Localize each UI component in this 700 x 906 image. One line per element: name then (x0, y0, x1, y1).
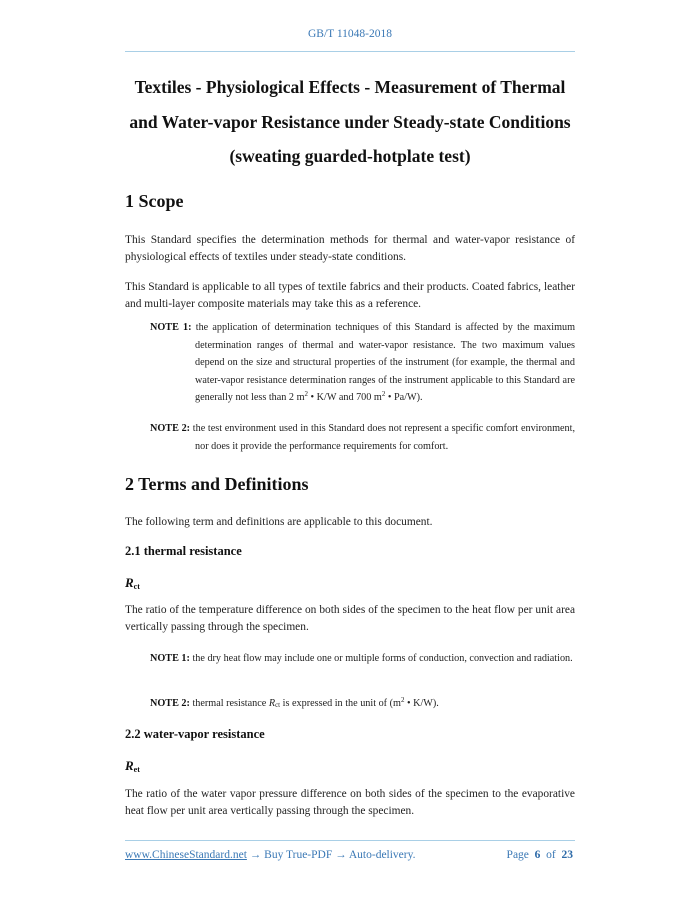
note-text: is expressed in the unit of (m (280, 698, 401, 709)
thermal-note-1 (150, 650, 575, 668)
note-label: NOTE 1: (150, 653, 190, 664)
term-symbol-rct (125, 575, 140, 591)
term-symbol-ret (125, 758, 140, 774)
buy-true-pdf-text: Buy True-PDF (264, 849, 333, 861)
chinese-standard-link[interactable]: www.ChineseStandard.net (125, 849, 247, 861)
symbol-subscript: ct (133, 582, 140, 591)
superscript: 2 (304, 390, 308, 398)
thermal-resistance-definition: The ratio of the temperature difference on both sides of the specimen to the heat flow per unit area vertically passing through the specimen. (125, 604, 575, 633)
page-footer (125, 849, 575, 861)
water-vapor-resistance-definition: The ratio of the water vapor pressure difference on both sides of the specimen to the evaporative heat flow per unit area vertically passing through the specimen. (125, 788, 575, 817)
superscript: 2 (400, 696, 405, 704)
note-text: the dry heat flow may include one or multiple forms of conduction, convection and radiation. (192, 653, 573, 664)
page-of-label: of (546, 849, 556, 861)
note-text: the application of determination techniques of this Standard is affected by the maximum determination ranges of thermal and water-vapor resistance. The two maximum values depend on the size and structural properties of the instrument (for example, the thermal and water-vapor resistance determination ranges of the instrument applicable to this Standard are generally not less than 2 m (195, 322, 576, 403)
scope-note-2 (150, 420, 575, 455)
note-text: thermal resistance (192, 698, 269, 709)
auto-delivery-text: Auto-delivery. (348, 849, 416, 861)
title-line-1: Textiles - Physiological Effects - Measurement of Thermal (134, 77, 566, 97)
term-heading-thermal-resistance: 2.1 thermal resistance (125, 544, 242, 558)
symbol-base: R (268, 698, 276, 709)
terms-intro: The following term and definitions are applicable to this document. (125, 516, 433, 528)
thermal-note-2 (150, 695, 575, 715)
note-label: NOTE 2: (150, 423, 191, 434)
symbol-base: R (125, 575, 134, 590)
symbol-subscript: et (133, 765, 140, 774)
symbol-base: R (125, 758, 134, 773)
page-header-standard-code: GB/T 11048-2018 (307, 28, 392, 40)
note-label: NOTE 1: (150, 322, 192, 333)
scope-paragraph-2: This Standard is applicable to all types of textile fabrics and their products. Coated fabrics, leather and multi-layer composite materials may take this as a reference. (125, 281, 575, 310)
scope-note-1 (150, 319, 575, 407)
title-line-2: and Water-vapor Resistance under Steady-state Conditions (129, 112, 571, 132)
note-text: • K/W). (404, 698, 439, 709)
scope-paragraph-1: This Standard specifies the determination methods for thermal and water-vapor resistance of physiological effects of textiles under steady-state conditions. (125, 234, 575, 263)
header-rule (125, 51, 575, 52)
arrow-right-icon: → (246, 849, 265, 861)
term-heading-water-vapor-resistance: 2.2 water-vapor resistance (125, 727, 265, 741)
page-total: 23 (561, 849, 573, 861)
page-number (507, 849, 573, 861)
arrow-right-icon: → (332, 849, 349, 861)
section-heading-terms: 2 Terms and Definitions (125, 474, 309, 494)
note-text: • K/W and 700 m (308, 392, 382, 403)
note-label: NOTE 2: (150, 698, 190, 709)
note-text: • Pa/W). (385, 392, 423, 403)
title-line-3: (sweating guarded-hotplate test) (229, 146, 471, 166)
section-heading-scope: 1 Scope (125, 191, 184, 211)
superscript: 2 (381, 390, 386, 398)
footer-rule (125, 840, 575, 841)
symbol-subscript: ct (275, 701, 281, 709)
page-label: Page (506, 849, 529, 861)
note-text: the test environment used in this Standard does not represent a specific comfort environment, nor does it provide the performance requirements for comfort. (192, 423, 576, 452)
page-current: 6 (534, 849, 541, 861)
